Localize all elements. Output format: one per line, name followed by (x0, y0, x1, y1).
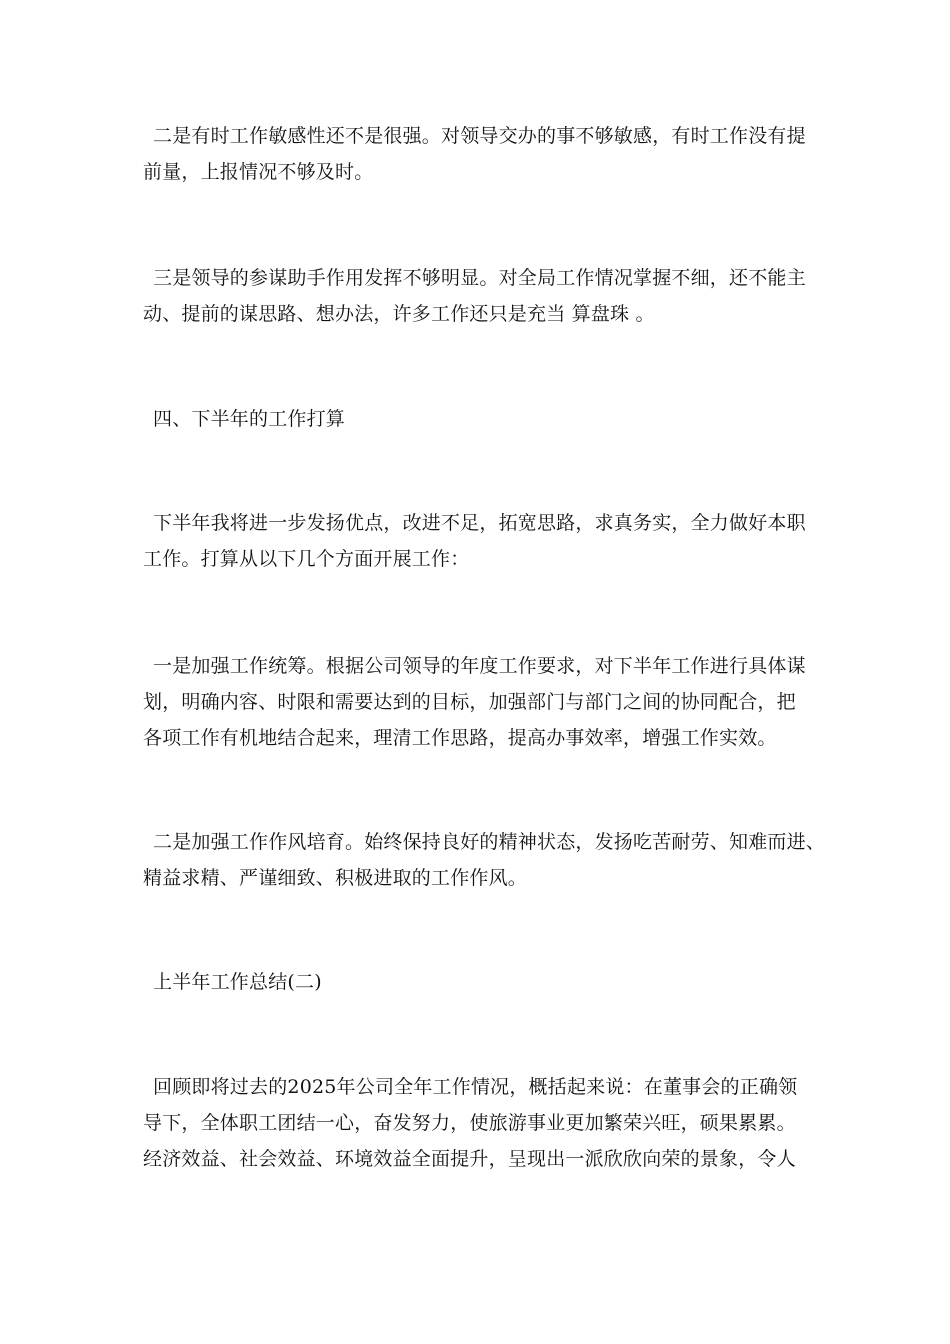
section-heading-plans (143, 401, 823, 437)
section-heading-summary-two (143, 964, 823, 1000)
heading-line: 上半年工作总结(二) (153, 971, 322, 993)
paragraph-shortcoming-sensitivity (143, 118, 823, 190)
paragraph-plan-work-style (143, 824, 826, 896)
paragraph-line: 三是领导的参谋助手作用发挥不够明显。对全局工作情况掌握不细，还不能主 (153, 267, 806, 289)
paragraph-line: 下半年我将进一步发扬优点，改进不足，拓宽思路，求真务实，全力做好本职 (153, 512, 806, 534)
paragraph-plan-coordination (143, 648, 823, 756)
paragraph-plan-intro (143, 505, 823, 577)
heading-line: 四、下半年的工作打算 (153, 408, 346, 430)
paragraph-line: 工作。打算从以下几个方面开展工作： (143, 548, 470, 570)
paragraph-line: 二是加强工作作风培育。始终保持良好的精神状态，发扬吃苦耐劳、知难而进、 (153, 831, 826, 853)
paragraph-shortcoming-advisory (143, 260, 823, 332)
paragraph-line: 前量，上报情况不够及时。 (143, 161, 374, 183)
paragraph-line: 回顾即将过去的2025年公司全年工作情况，概括起来说：在董事会的正确领 (153, 1076, 798, 1098)
paragraph-line: 各项工作有机地结合起来，理清工作思路，提高办事效率，增强工作实效。 (143, 727, 777, 749)
paragraph-line: 经济效益、社会效益、环境效益全面提升，呈现出一派欣欣向荣的景象，令人 (143, 1148, 796, 1170)
paragraph-line: 精益求精、严谨细致、积极进取的工作作风。 (143, 867, 528, 889)
paragraph-line: 导下，全体职工团结一心，奋发努力，使旅游事业更加繁荣兴旺，硕果累累。 (143, 1112, 796, 1134)
paragraph-line: 二是有时工作敏感性还不是很强。对领导交办的事不够敏感，有时工作没有提 (153, 125, 806, 147)
paragraph-line: 划，明确内容、时限和需要达到的目标，加强部门与部门之间的协同配合，把 (143, 691, 796, 713)
paragraph-line: 一是加强工作统筹。根据公司领导的年度工作要求，对下半年工作进行具体谋 (153, 655, 806, 677)
paragraph-annual-review (143, 1069, 823, 1177)
paragraph-line: 动、提前的谋思路、想办法，许多工作还只是充当 算盘珠 。 (143, 303, 655, 325)
